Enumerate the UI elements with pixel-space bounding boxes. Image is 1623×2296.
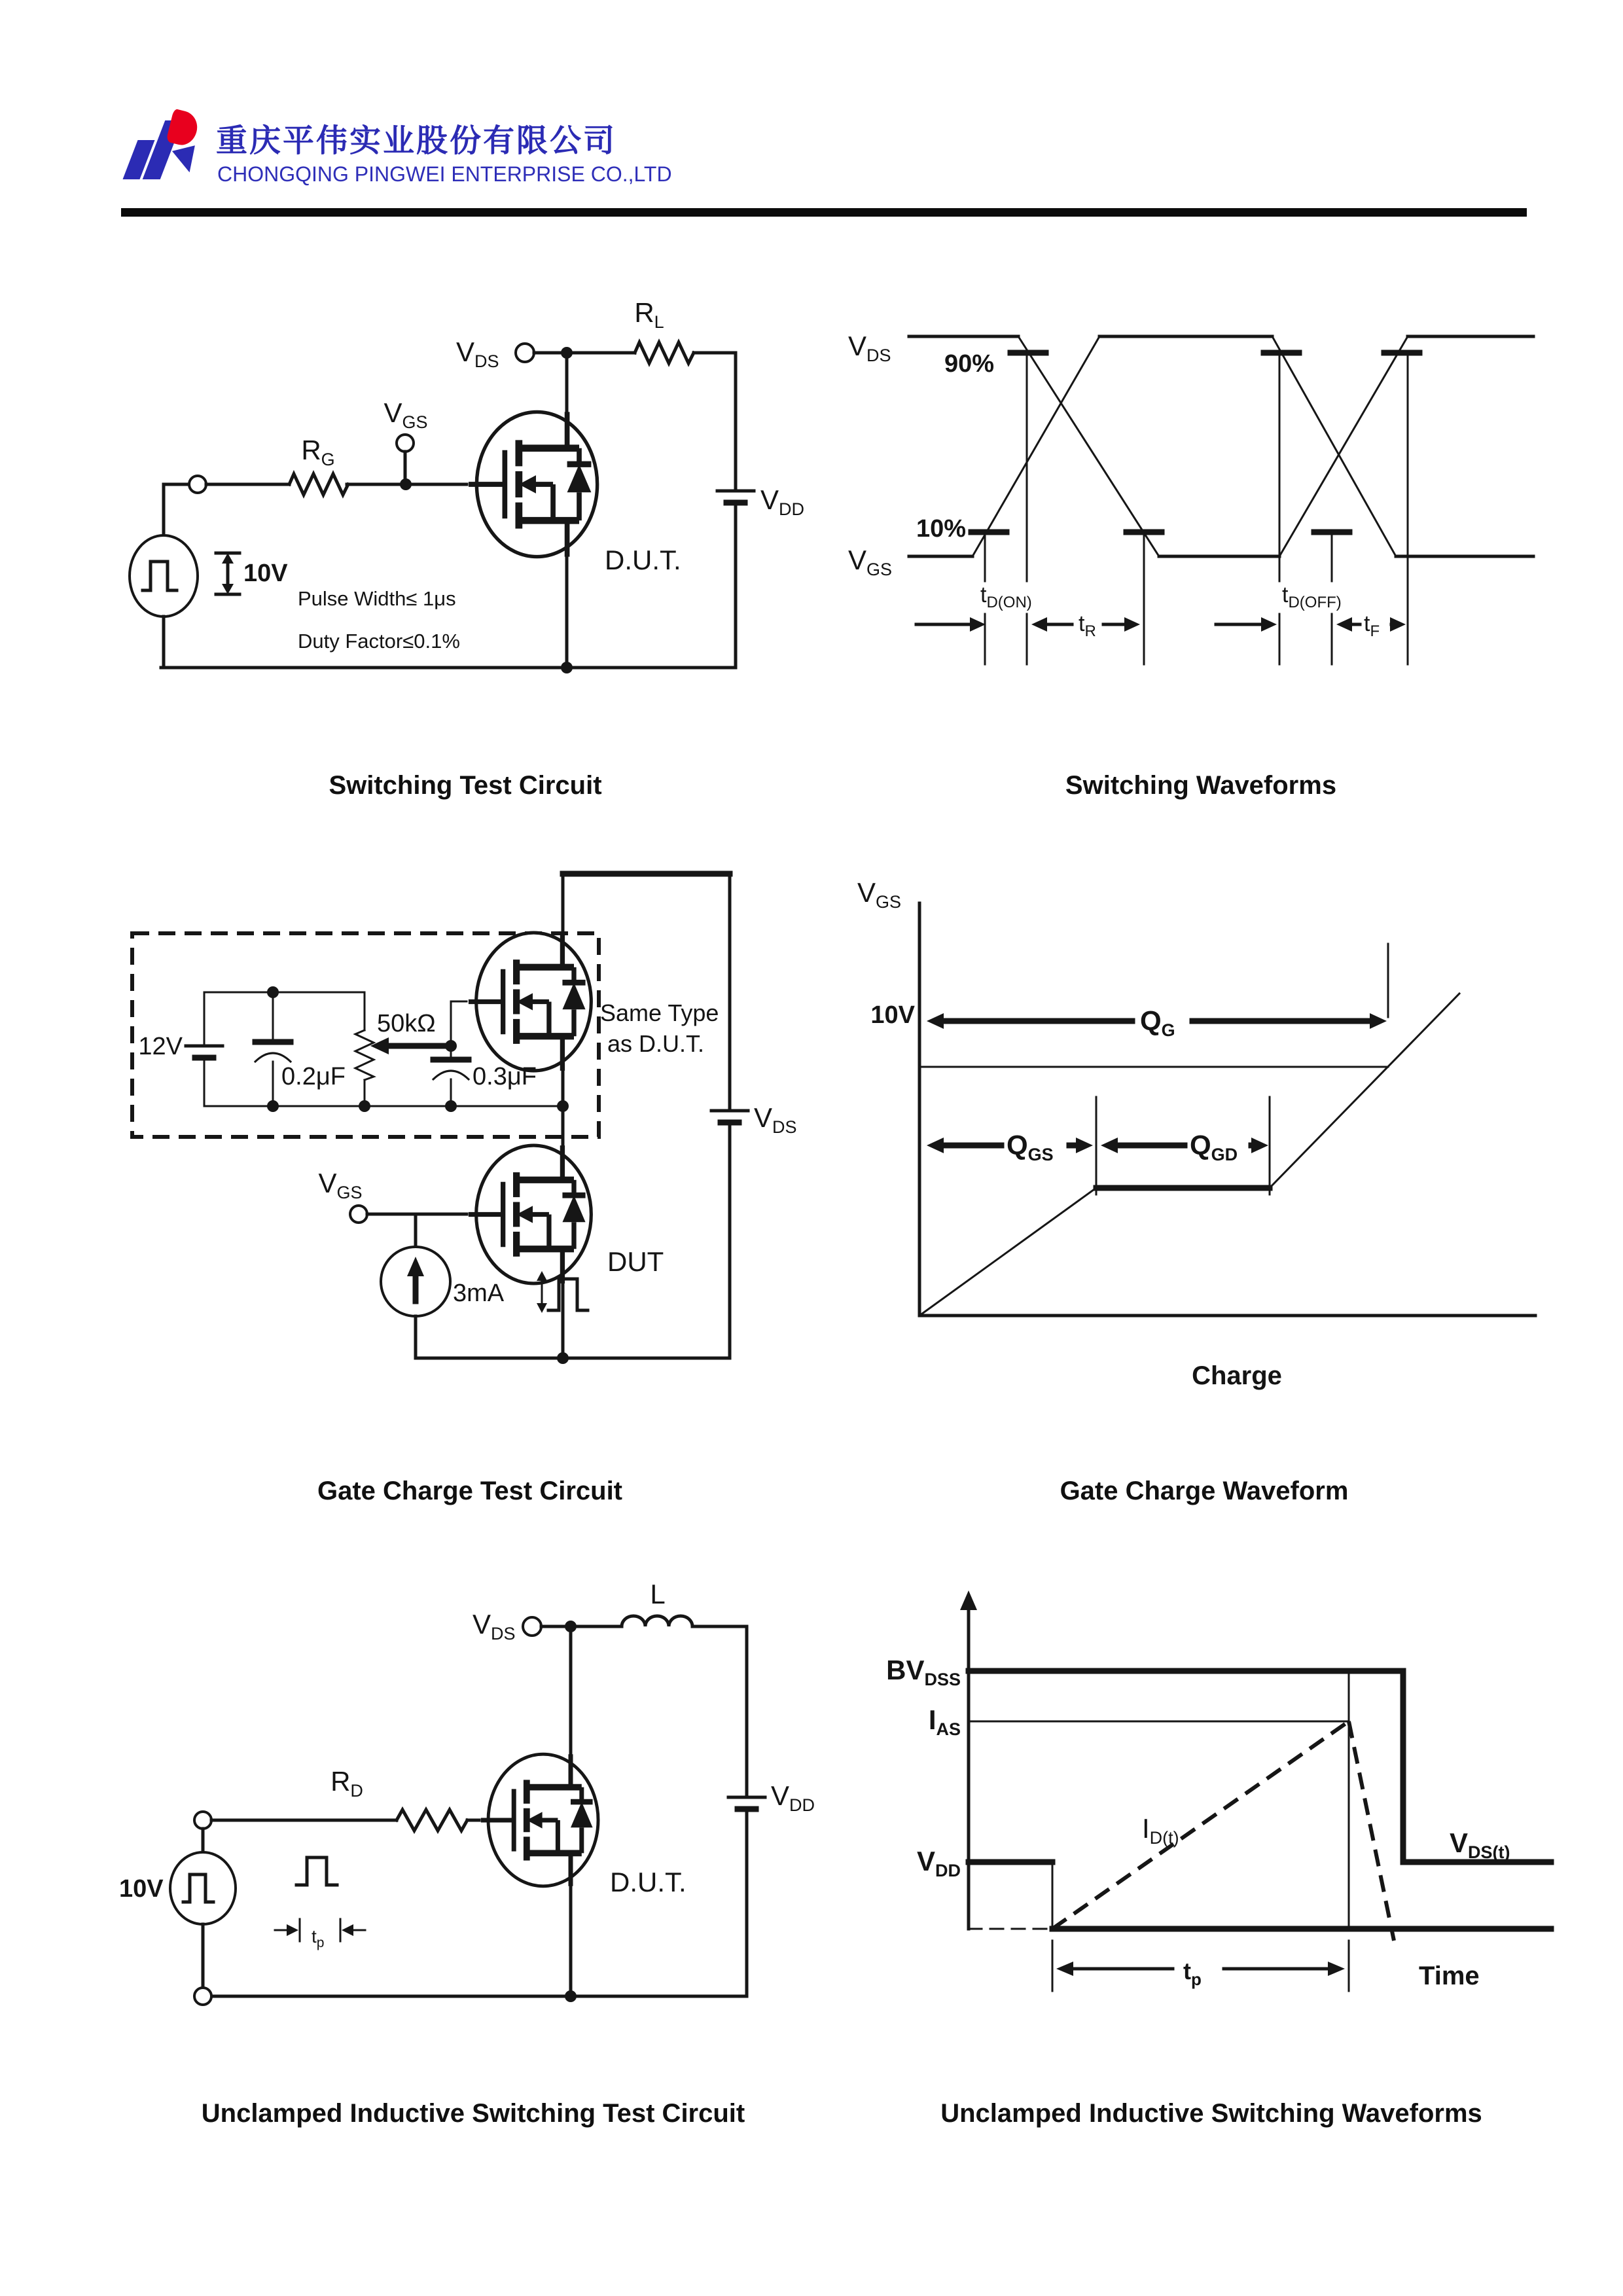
vds-label: $V_{DS}$ (754, 1102, 797, 1137)
tp-label: $t_p$ (312, 1926, 325, 1950)
pulse-generator (170, 1852, 236, 1924)
c02-label: 0.2μF (281, 1063, 346, 1090)
qgs-label: $Q_{GS}$ (1007, 1130, 1054, 1164)
caption-switching-waveforms: Switching Waveforms (1065, 771, 1337, 800)
resistor-rd (397, 1810, 467, 1831)
tp-label: $t_p$ (1183, 1958, 1202, 1989)
logo-red-dot-icon (166, 109, 200, 149)
logo-triangle-icon (172, 145, 201, 175)
rg-label: $R_G$ (301, 435, 335, 469)
v10-label: 10V (870, 1001, 915, 1029)
same-type-label-1: Same Type (600, 999, 719, 1026)
vds-label: $V_{DS}$ (848, 331, 891, 365)
vdd-label: $V_{DD}$ (916, 1846, 961, 1880)
tp-dimension-icon (1052, 1941, 1349, 1991)
tf-label: $t_F$ (1364, 611, 1380, 640)
vgs-label: $V_{GS}$ (318, 1168, 363, 1202)
x-axis-label: Charge (1192, 1361, 1282, 1390)
l-label: L (650, 1579, 666, 1609)
time-label: Time (1419, 1962, 1480, 1990)
mosfet-dut-icon (481, 1754, 598, 1886)
caption-uis-test-circuit: Unclamped Inductive Switching Test Circuit (201, 2099, 745, 2128)
tdoff-label: $t_{D(OFF)}$ (1282, 583, 1342, 611)
gate-pulse-icon (296, 1857, 337, 1885)
vds-terminal (516, 344, 534, 362)
p10-label: 10% (916, 515, 967, 543)
gate-charge-test-circuit-diagram (118, 864, 818, 1381)
qgd-label: $Q_{GD}$ (1190, 1130, 1238, 1164)
ias-label: $I_{AS}$ (928, 1704, 961, 1739)
v10-label: 10V (119, 1875, 164, 1903)
caption-switching-test-circuit: Switching Test Circuit (329, 771, 602, 800)
input-terminal-bottom (194, 1988, 211, 2005)
vdd-label: $V_{DD}$ (771, 1780, 815, 1815)
v12-label: 12V (138, 1033, 183, 1060)
company-logo-icon (126, 110, 205, 183)
resistor-rl (635, 342, 694, 363)
capacitor-03uf (433, 1046, 469, 1106)
input-terminal-top (194, 1812, 211, 1829)
rd-label: $R_D$ (330, 1766, 363, 1801)
pulse-width-note: Pulse Width≤ 1μs (298, 587, 456, 610)
mosfet-dut-icon (469, 412, 597, 556)
vgs-label: $V_{GS}$ (848, 545, 893, 579)
id-current-trace (1052, 1721, 1349, 1929)
caption-gate-charge-test-circuit: Gate Charge Test Circuit (317, 1477, 623, 1505)
v10-label: 10V (243, 560, 288, 587)
vds-label: $V_{DS}$ (456, 336, 499, 371)
pot-label: 50kΩ (377, 1010, 436, 1037)
switching-waveforms-diagram (838, 295, 1558, 687)
vds-terminal (523, 1617, 541, 1636)
pulse-generator (130, 535, 198, 617)
dut-label: D.U.T. (610, 1867, 687, 1897)
gate-charge-waveform-diagram (844, 864, 1551, 1407)
input-terminal (189, 476, 206, 493)
same-type-label-2: as D.U.T. (607, 1030, 705, 1057)
isrc-label: 3mA (453, 1280, 505, 1307)
rl-label: $R_L$ (634, 297, 664, 332)
vds-label: $V_{DS}$ (473, 1609, 516, 1643)
vgs-axis-label: $V_{GS}$ (857, 877, 902, 912)
header-rule (121, 208, 1527, 217)
uis-waveforms-diagram (870, 1577, 1564, 2042)
duty-factor-note: Duty Factor≤0.1% (298, 630, 460, 653)
vgs-terminal (350, 1206, 367, 1223)
p90-label: 90% (944, 350, 995, 378)
idt-label: $I_{D(t)}$ (1142, 1813, 1179, 1848)
qg-label: $Q_G$ (1140, 1005, 1175, 1040)
tdon-label: $t_{D(ON)}$ (980, 583, 1032, 611)
vgs-terminal (397, 435, 414, 452)
mosfet-same-type-icon (469, 933, 591, 1071)
caption-gate-charge-waveform: Gate Charge Waveform (1060, 1477, 1349, 1505)
resistor-rg (289, 474, 348, 495)
c03-label: 0.3μF (473, 1063, 537, 1090)
uis-test-circuit-diagram (79, 1564, 838, 2029)
dut-label: DUT (607, 1246, 664, 1277)
tr-label: $t_R$ (1079, 611, 1096, 640)
amplitude-arrow-icon (216, 553, 240, 594)
timing-boundaries (985, 353, 1408, 664)
caption-uis-waveforms: Unclamped Inductive Switching Waveforms (940, 2099, 1482, 2128)
company-name-english: CHONGQING PINGWEI ENTERPRISE CO.,LTD (217, 162, 672, 186)
bvdss-label: $BV_{DSS}$ (886, 1655, 961, 1689)
switching-test-circuit-diagram (118, 281, 825, 700)
vdst-label: $V_{DS(t)}$ (1450, 1827, 1510, 1862)
tp-dimension-icon (275, 1919, 365, 1950)
mosfet-dut-icon (469, 1145, 591, 1283)
company-name-chinese: 重庆平伟实业股份有限公司 (216, 124, 617, 158)
vdd-label: $V_{DD}$ (760, 484, 805, 519)
dut-label: D.U.T. (605, 545, 681, 575)
inductor-l (622, 1616, 692, 1626)
current-source-3ma (381, 1214, 450, 1358)
vgs-label: $V_{GS}$ (383, 397, 428, 432)
